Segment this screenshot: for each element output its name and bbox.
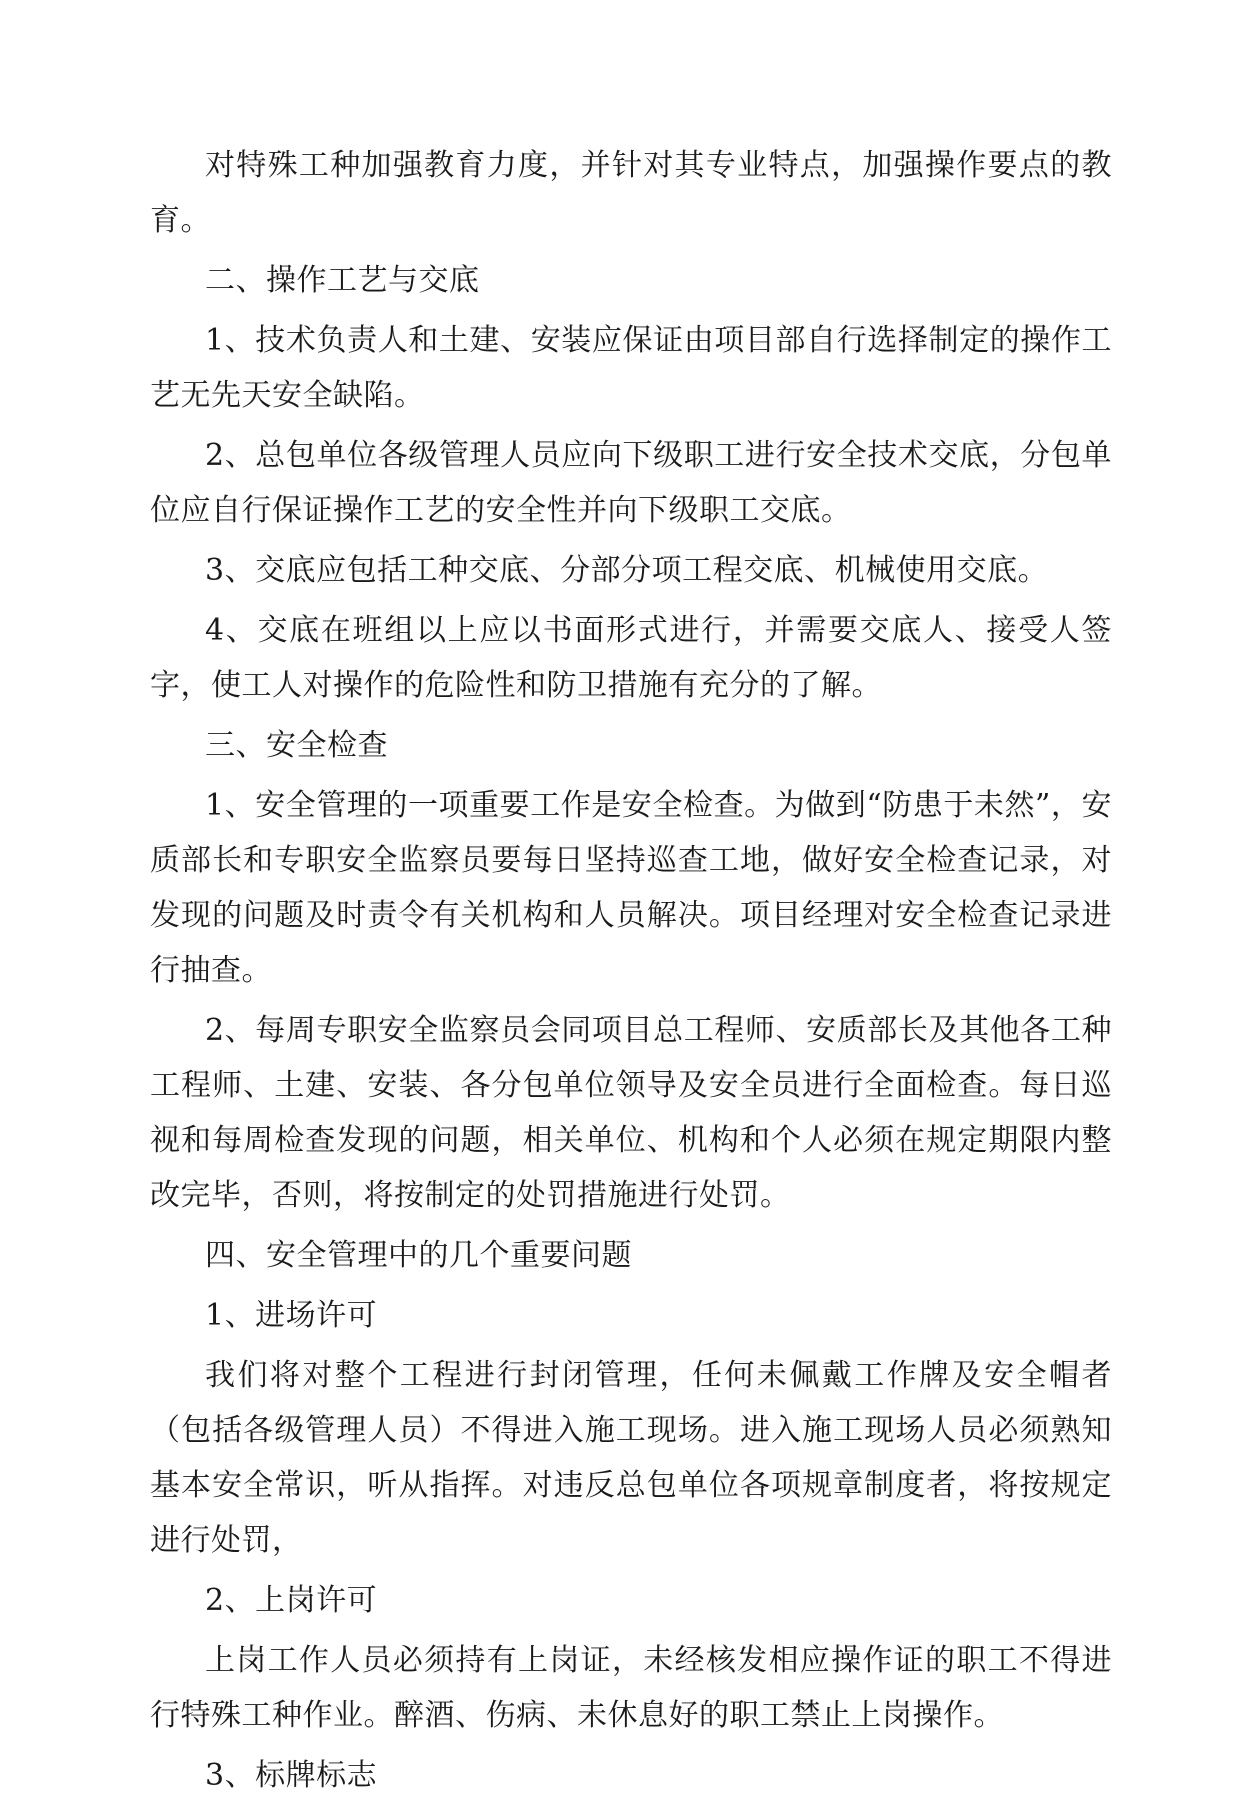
paragraph-intro: 对特殊工种加强教育力度，并针对其专业特点，加强操作要点的教育。: [150, 148, 1112, 238]
paragraph-item: 1、技术负责人和土建、安装应保证由项目部自行选择制定的操作工艺无先天安全缺陷。: [150, 323, 1112, 413]
subheading-entry-permit: 1、进场许可: [205, 1298, 378, 1333]
paragraph-item: 上岗工作人员必须持有上岗证，未经核发相应操作证的职工不得进行特殊工种作业。醉酒、伤病、未休息好的职工禁止上岗操作。: [150, 1643, 1112, 1733]
paragraph-item: 2、总包单位各级管理人员应向下级职工进行安全技术交底，分包单位应自行保证操作工艺的安全性并向下级职工交底。: [150, 438, 1112, 528]
section-heading-key-issues: 四、安全管理中的几个重要问题: [205, 1238, 632, 1273]
subheading-work-permit: 2、上岗许可: [205, 1583, 378, 1618]
paragraph-item: 4、交底在班组以上应以书面形式进行，并需要交底人、接受人签字，使工人对操作的危险性和防卫措施有充分的了解。: [150, 613, 1112, 703]
paragraph-item: 我们将对整个工程进行封闭管理，任何未佩戴工作牌及安全帽者（包括各级管理人员）不得进入施工现场。进入施工现场人员必须熟知基本安全常识，听从指挥。对违反总包单位各项规章制度者，将按规定进行处罚，: [150, 1358, 1112, 1558]
paragraph-item: 1、安全管理的一项重要工作是安全检查。为做到“防患于未然”，安质部长和专职安全监察员要每日坚持巡查工地，做好安全检查记录，对发现的问题及时责令有关机构和人员解决。项目经理对安全检查记录进行抽查。: [150, 788, 1112, 988]
section-heading-operation-process: 二、操作工艺与交底: [205, 263, 480, 298]
paragraph-item: 2、每周专职安全监察员会同项目总工程师、安质部长及其他各工种工程师、土建、安装、各分包单位领导及安全员进行全面检查。每日巡视和每周检查发现的问题，相关单位、机构和个人必须在规定期限内整改完毕，否则，将按制定的处罚措施进行处罚。: [150, 1013, 1112, 1213]
section-heading-safety-inspection: 三、安全检查: [205, 728, 388, 763]
subheading-signage: 3、标牌标志: [205, 1758, 378, 1793]
paragraph-item: 3、交底应包括工种交底、分部分项工程交底、机械使用交底。: [205, 553, 1049, 588]
document-body: [150, 138, 1112, 1803]
